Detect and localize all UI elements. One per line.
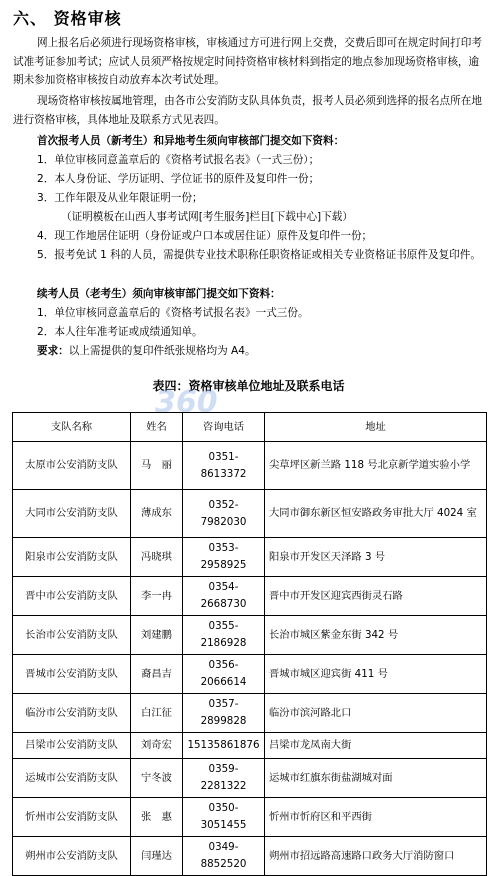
paragraph-registration: 网上报名后必须进行现场资格审核，审核通过方可进行网上交费，交费后即可在规定时间打印考试准考证参加考试；应试人员须严格按规定时间持资格审核材料到指定的地点参加现场资格审核，逾期未参加资格审核按自动放弃本次考试处理。 [13,37,482,86]
cell-phone: 15135861876 [183,733,265,759]
header-address: 地址 [265,413,487,442]
cell-unit: 大同市公安消防支队 [13,490,131,538]
cell-name: 薄成东 [131,490,183,538]
returning-item-1: 1．单位审核同意盖章后的《资格考试报名表》一式三份。 [37,307,309,319]
cell-name: 刘建鹏 [131,616,183,655]
first-item-3-note: （证明模板在山西人事考试网[考生服务]栏目[下载中心]下载） [61,211,353,223]
first-time-heading: 首次报考人员（新考生）和异地考生须向审核部门提交如下资料： [37,135,345,147]
address-table [12,412,487,876]
table-row [13,538,487,577]
table-row [13,616,487,655]
cell-unit: 阳泉市公安消防支队 [13,538,131,577]
cell-unit: 长治市公安消防支队 [13,616,131,655]
table-row [13,442,487,490]
header-name: 姓名 [131,413,183,442]
cell-name: 冯晓琪 [131,538,183,577]
requirement-note [37,343,256,358]
header-phone: 咨询电话 [183,413,265,442]
requirement-text: 以上需提供的复印件纸张规格均为 A4。 [68,345,256,357]
cell-unit: 朔州市公安消防支队 [13,837,131,876]
cell-unit: 晋城市公安消防支队 [13,655,131,694]
table-row [13,837,487,876]
first-item-4: 4．现工作地居住证明（身份证或户口本或居住证）原件及复印件一份； [37,230,373,242]
cell-address: 大同市御东新区恒安路政务审批大厅 4024 室 [265,490,487,538]
header-unit: 支队名称 [13,413,131,442]
cell-name: 闫瑾达 [131,837,183,876]
first-item-2: 2．本人身份证、学历证明、学位证书的原件及复印件一份； [37,173,320,185]
cell-phone: 0351-8613372 [183,442,265,490]
cell-address: 临汾市滨河路北口 [265,694,487,733]
cell-unit: 吕梁市公安消防支队 [13,733,131,759]
paragraph-review-scope: 现场资格审核按属地管理，由各市公安消防支队具体负责，报考人员必须到选择的报名点所在地进行资格审核，具体地址及联系方式见表四。 [13,95,482,126]
cell-address: 晋中市开发区迎宾西街灵石路 [265,577,487,616]
table-title: 表四：资格审核单位地址及联系电话 [152,379,345,393]
cell-address: 忻州市忻府区和平西街 [265,798,487,837]
cell-name: 马 丽 [131,442,183,490]
cell-phone: 0357-2899828 [183,694,265,733]
section-title: 六、 资格审核 [13,9,122,28]
cell-name: 刘奇宏 [131,733,183,759]
table-row [13,490,487,538]
cell-phone: 0356-2066614 [183,655,265,694]
table-row [13,733,487,759]
cell-address: 长治市城区紫金东街 342 号 [265,616,487,655]
cell-phone: 0354-2668730 [183,577,265,616]
cell-phone: 0353-2958925 [183,538,265,577]
table-row [13,655,487,694]
cell-name: 裔昌吉 [131,655,183,694]
cell-address: 尖草坪区新兰路 118 号北京新学道实验小学 [265,442,487,490]
watermark-logo: 360 [155,385,218,420]
cell-name: 李一冉 [131,577,183,616]
cell-phone: 0350-3051455 [183,798,265,837]
cell-name: 宁冬波 [131,759,183,798]
table-row [13,577,487,616]
cell-address: 朔州市招远路高速路口政务大厅消防窗口 [265,837,487,876]
cell-address: 运城市红旗东街盐湖城对面 [265,759,487,798]
table-header-row [13,413,487,442]
cell-address: 吕梁市龙凤南大街 [265,733,487,759]
cell-phone: 0355-2186928 [183,616,265,655]
cell-address: 晋城市城区迎宾街 411 号 [265,655,487,694]
cell-phone: 0359-2281322 [183,759,265,798]
returning-item-2: 2．本人往年准考证或成绩通知单。 [37,326,203,338]
cell-name: 张 惠 [131,798,183,837]
table-row [13,798,487,837]
cell-unit: 太原市公安消防支队 [13,442,131,490]
requirement-label: 要求： [37,345,69,357]
table-row [13,759,487,798]
returning-heading: 续考人员（老考生）须向审核审部门提交如下资料： [37,288,281,300]
cell-name: 白江征 [131,694,183,733]
cell-phone: 0349-8852520 [183,837,265,876]
table-row [13,694,487,733]
cell-address: 阳泉市开发区天泽路 3 号 [265,538,487,577]
cell-phone: 0352-7982030 [183,490,265,538]
first-item-5: 5．报考免试 1 科的人员，需提供专业技术职称任职资格证或相关专业资格证书原件及复印件。 [37,249,481,261]
cell-unit: 晋中市公安消防支队 [13,577,131,616]
cell-unit: 运城市公安消防支队 [13,759,131,798]
cell-unit: 忻州市公安消防支队 [13,798,131,837]
first-item-1: 1．单位审核同意盖章后的《资格考试报名表》（一式三份）； [37,154,320,166]
first-item-3: 3．工作年限及从业年限证明一份； [37,192,203,204]
cell-unit: 临汾市公安消防支队 [13,694,131,733]
